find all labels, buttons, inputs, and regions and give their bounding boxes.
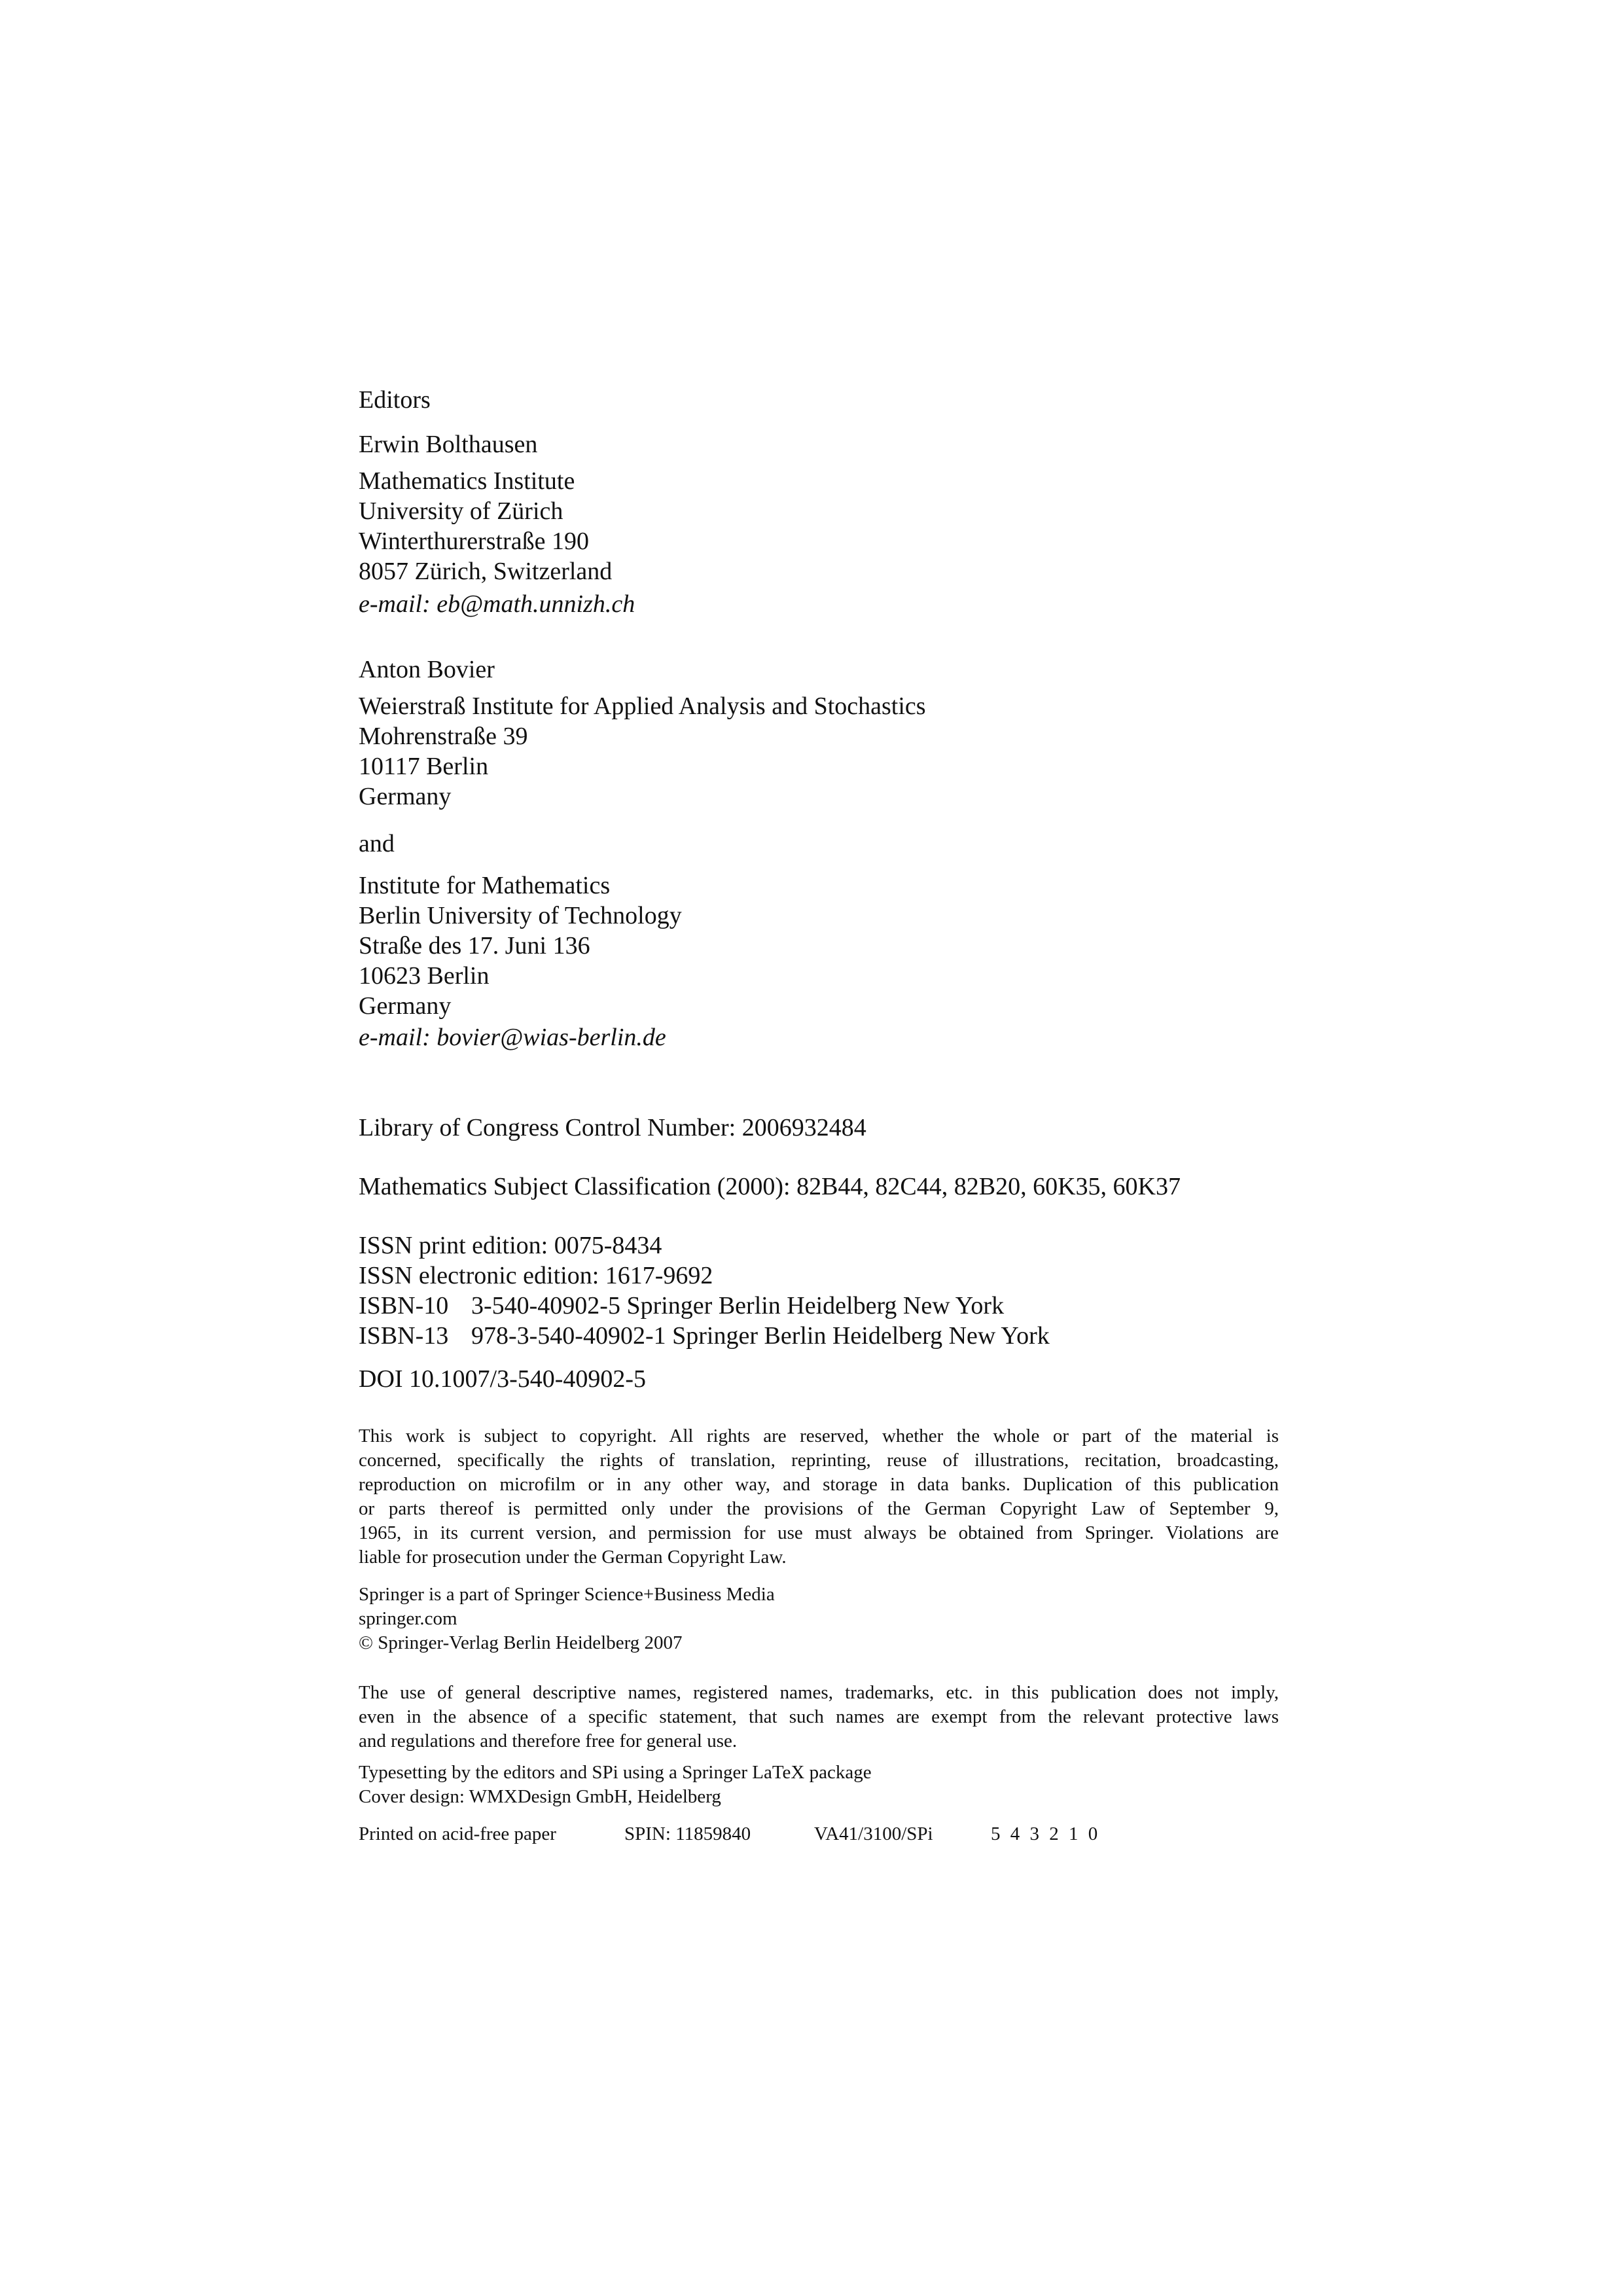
trademark-line: even in the absence of a specific statement, that such names are exempt from the relevant protective laws: [359, 1706, 1279, 1727]
publisher-info: [359, 1583, 775, 1655]
editor1-name-text: Erwin Bolthausen: [359, 431, 538, 458]
doi-text: DOI 10.1007/3-540-40902-5: [359, 1365, 647, 1393]
publisher-line: Springer is a part of Springer Science+Business Media: [359, 1584, 775, 1605]
editor2-name-text: Anton Bovier: [359, 656, 495, 683]
editors-heading-text: Editors: [359, 386, 431, 414]
address-line: 10117 Berlin: [359, 753, 489, 780]
editor2-email-text: e-mail: bovier@wias-berlin.de: [359, 1024, 666, 1051]
copyright-line: © Springer-Verlag Berlin Heidelberg 2007: [359, 1632, 683, 1653]
copyright-line: or parts thereof is permitted only under the provisions of the German Copyright Law of September 9,: [359, 1498, 1279, 1519]
and-word: and: [359, 830, 395, 857]
editor1-name: [359, 429, 537, 459]
editor2-email: [359, 1022, 666, 1052]
editor2-address1: [359, 691, 926, 812]
and-text: [359, 829, 395, 859]
address-line: Mathematics Institute: [359, 467, 575, 495]
copyright-line: concerned, specifically the rights of translation, reprinting, reuse of illustrations, recitation, broadcasting,: [359, 1450, 1279, 1471]
isbn13-label: ISBN-13: [359, 1322, 449, 1350]
editor1-email: [359, 589, 635, 619]
issn-isbn-block: [359, 1230, 1050, 1351]
isbn13-line: [359, 1321, 1050, 1351]
address-line: 8057 Zürich, Switzerland: [359, 558, 613, 585]
printed-line: [359, 1822, 1100, 1846]
address-line: Institute for Mathematics: [359, 872, 611, 899]
address-line: Berlin University of Technology: [359, 902, 682, 929]
typesetting-line: Typesetting by the editors and SPi using a Springer LaTeX package: [359, 1762, 872, 1783]
copyright-line: 1965, in its current version, and permission for use must always be obtained from Springer. Violations are: [359, 1522, 1279, 1543]
cover-design-line: Cover design: WMXDesign GmbH, Heidelberg: [359, 1786, 721, 1807]
copyright-line: This work is subject to copyright. All rights are reserved, whether the whole or part of the material is: [359, 1426, 1279, 1446]
issn-print: ISSN print edition: 0075-8434: [359, 1232, 662, 1259]
address-line: Straße des 17. Juni 136: [359, 932, 590, 960]
publisher-url: springer.com: [359, 1608, 457, 1629]
trademark-line: The use of general descriptive names, registered names, trademarks, etc. in this publication does not imply,: [359, 1682, 1279, 1703]
copyright-line: reproduction on microfilm or in any other way, and storage in data banks. Duplication of this publication: [359, 1474, 1279, 1495]
editor1-email-text: e-mail: eb@math.unnizh.ch: [359, 590, 635, 618]
address-line: 10623 Berlin: [359, 962, 490, 990]
address-line: Winterthurerstraße 190: [359, 528, 589, 555]
isbn10-line: [359, 1291, 1050, 1321]
copyright-line: liable for prosecution under the German Copyright Law.: [359, 1547, 787, 1568]
isbn10-label: ISBN-10: [359, 1292, 449, 1319]
issn-electronic: ISSN electronic edition: 1617-9692: [359, 1262, 713, 1289]
copyright-notice: [359, 1424, 1279, 1570]
doi: [359, 1364, 646, 1394]
isbn13-value: 978-3-540-40902-1 Springer Berlin Heidelberg New York: [471, 1322, 1050, 1350]
loc-control-number: [359, 1113, 866, 1143]
print-run: 5 4 3 2 1 0: [991, 1823, 1101, 1844]
print-code: VA41/3100/SPi: [814, 1823, 933, 1844]
spin-number: SPIN: 11859840: [624, 1823, 751, 1844]
loc-control-text: Library of Congress Control Number: 2006932484: [359, 1114, 866, 1141]
subject-classification: [359, 1172, 1181, 1202]
address-line: Germany: [359, 992, 452, 1020]
isbn10-value: 3-540-40902-5 Springer Berlin Heidelberg New York: [471, 1292, 1005, 1319]
msc-text: Mathematics Subject Classification (2000): 82B44, 82C44, 82B20, 60K35, 60K37: [359, 1173, 1181, 1200]
address-line: Weierstraß Institute for Applied Analysis and Stochastics: [359, 692, 926, 720]
editors-heading: [359, 385, 431, 415]
editor2-address2: [359, 870, 682, 1021]
address-line: Mohrenstraße 39: [359, 723, 528, 750]
trademark-line: and regulations and therefore free for general use.: [359, 1731, 738, 1751]
editor1-address: [359, 466, 612, 586]
trademark-notice: [359, 1681, 1279, 1753]
editor2-name: [359, 655, 495, 685]
production-info: [359, 1761, 872, 1809]
printed-paper: Printed on acid-free paper: [359, 1823, 556, 1844]
address-line: Germany: [359, 783, 452, 810]
address-line: University of Zürich: [359, 497, 563, 525]
